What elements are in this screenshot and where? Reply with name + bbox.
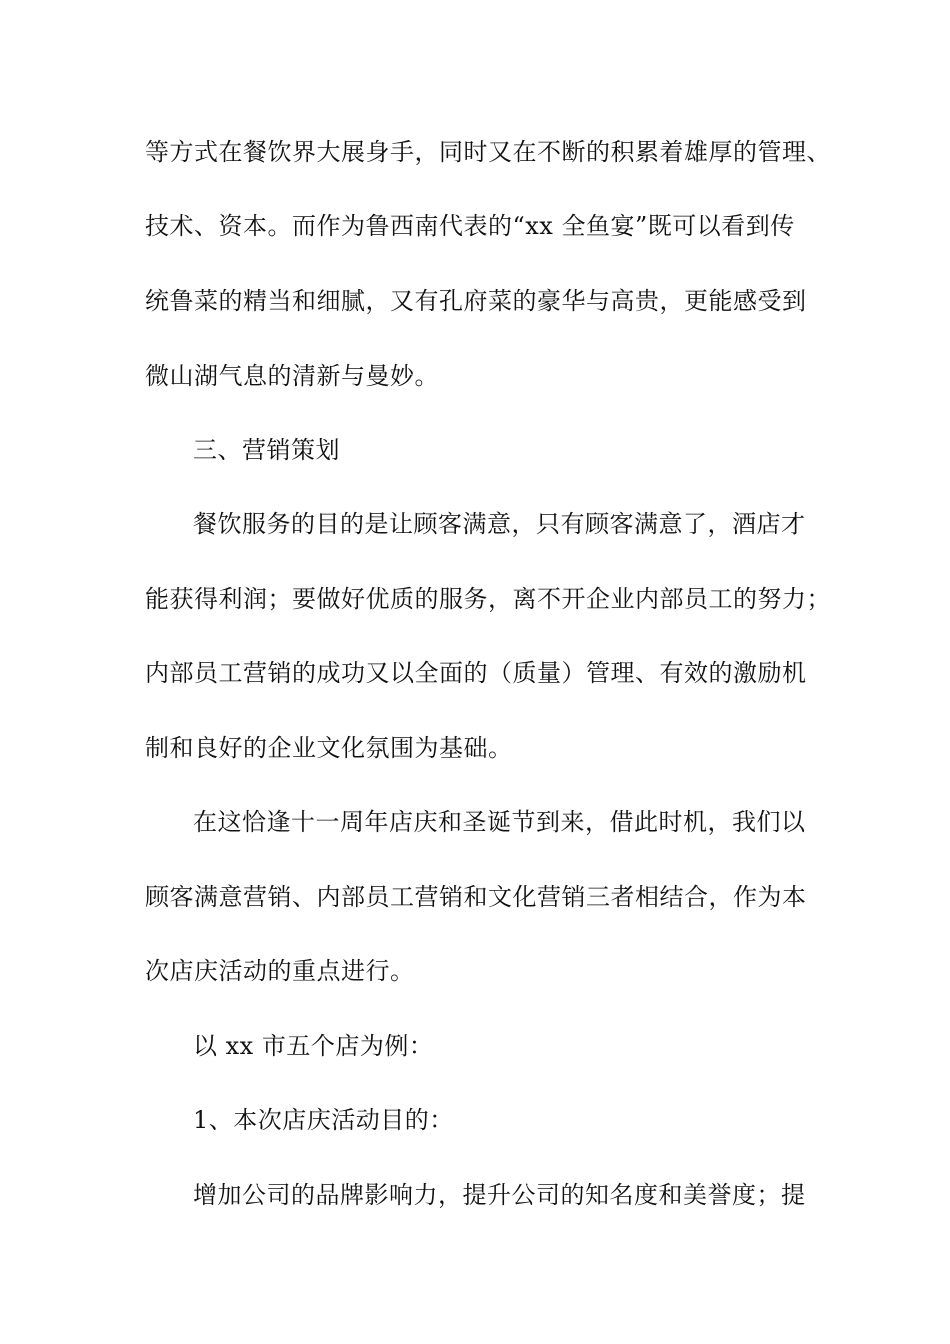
paragraph-line: 内部员工营销的成功又以全面的（质量）管理、有效的激励机	[145, 659, 807, 687]
paragraph-line: 增加公司的品牌影响力，提升公司的知名度和美誉度；提	[193, 1181, 806, 1209]
paragraph-line: 次店庆活动的重点进行。	[145, 957, 415, 985]
list-item-heading: 1、本次店庆活动目的：	[193, 1106, 454, 1134]
paragraph-line: 制和良好的企业文化氛围为基础。	[145, 734, 513, 762]
paragraph-line: 在这恰逢十一周年店庆和圣诞节到来，借此时机，我们以	[193, 808, 806, 836]
paragraph-line: 统鲁菜的精当和细腻，又有孔府菜的豪华与高贵，更能感受到	[145, 287, 807, 315]
paragraph-line: 顾客满意营销、内部员工营销和文化营销三者相结合，作为本	[145, 883, 807, 911]
paragraph-line: 能获得利润；要做好优质的服务，离不开企业内部员工的努力；	[145, 585, 831, 613]
paragraph-line: 技术、资本。而作为鲁西南代表的“xx 全鱼宴”既可以看到传	[145, 212, 795, 240]
section-heading: 三、营销策划	[193, 436, 340, 464]
paragraph-line: 微山湖气息的清新与曼妙。	[145, 362, 439, 390]
paragraph-line: 以 xx 市五个店为例：	[193, 1032, 434, 1060]
paragraph-line: 餐饮服务的目的是让顾客满意，只有顾客满意了，酒店才	[193, 510, 806, 538]
paragraph-line: 等方式在餐饮界大展身手，同时又在不断的积累着雄厚的管理、	[145, 138, 831, 166]
